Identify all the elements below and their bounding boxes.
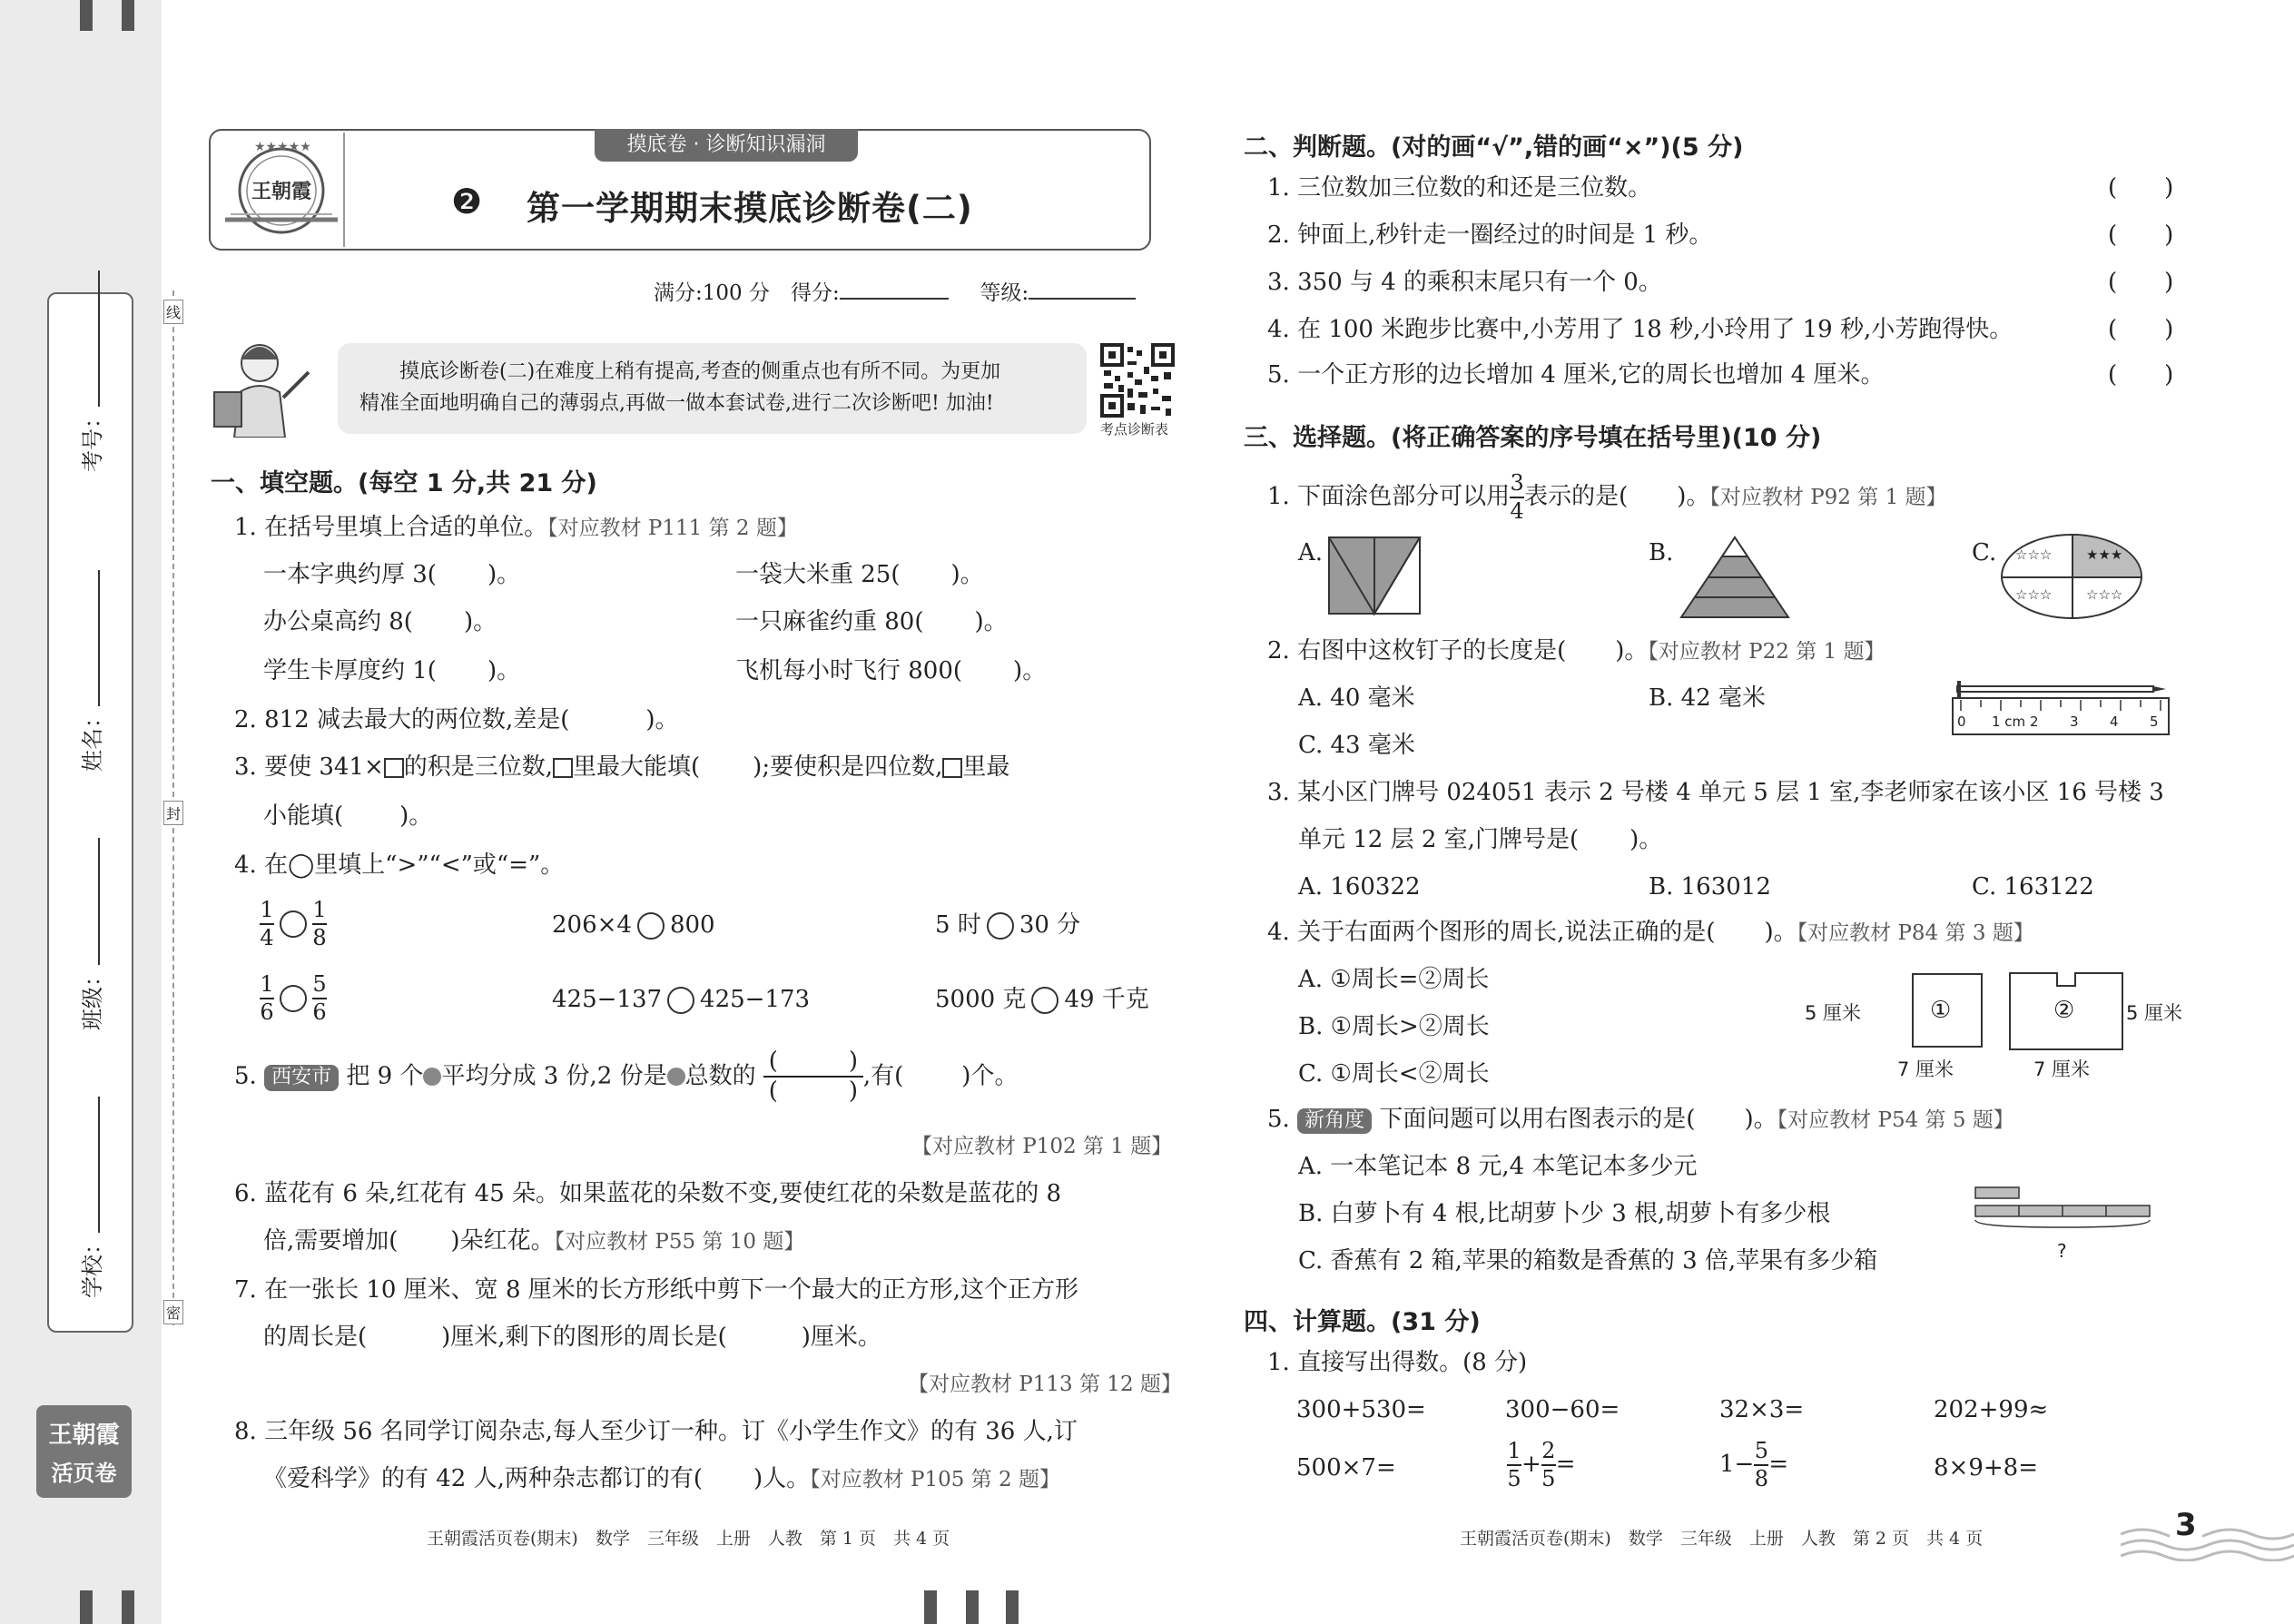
brand-logo-sub: 活页卷 (51, 1461, 117, 1486)
dot-icon (667, 1068, 685, 1086)
calc-4: 202+99≈ (1934, 1396, 2049, 1423)
crop-mark (122, 0, 134, 31)
question-text: );要使积是四位数, (753, 753, 943, 781)
fraction: $\frac{5}{8}$ (1754, 1438, 1768, 1492)
s1-q1-item-3 (263, 608, 497, 636)
shape-2-side-label: 5 厘米 (2126, 1002, 2183, 1024)
equals: = (1768, 1451, 1789, 1479)
s1-q1-item-2 (735, 561, 984, 589)
question-text: )个。 (961, 1062, 1019, 1090)
s1-q1-item-1 (263, 561, 520, 589)
star-row-filled: ★★★ (2086, 546, 2123, 563)
crop-mark (1006, 1590, 1019, 1624)
school-label: 学校： (80, 1233, 105, 1298)
question-text: 表示的是( (1524, 483, 1629, 511)
s3-q5-option-a[interactable]: A. 一本笔记本 8 元,4 本笔记本多少元 (1298, 1153, 1698, 1180)
footer-left: 王朝霞活页卷(期末) 数学 三年级 上册 人教 第 1 页 共 4 页 (427, 1529, 950, 1549)
s1-q6-line-1: 6. 蓝花有 6 朵,红花有 45 朵。如果蓝花的朵数不变,要使红花的朵数是蓝花的 8 (234, 1180, 1062, 1207)
question-number: 5. (1267, 1106, 1290, 1133)
page-number: 3 (2170, 1507, 2202, 1543)
question-text: )。 (1744, 1106, 1777, 1133)
star-row: ☆☆☆ (2086, 586, 2123, 603)
s1-q4-compare-4 (260, 973, 327, 1024)
region-badge: 西安市 (264, 1065, 339, 1090)
binding-mark-close: 密 (163, 1300, 183, 1324)
ruler-ticks-icon (1954, 700, 2168, 713)
shaded-rectangle-figure (1327, 536, 1422, 615)
s2-item-4: 4. 在 100 米跑步比赛中,小芳用了 18 秒,小玲用了 19 秒,小芳跑得快。 (1267, 316, 2013, 343)
section-1-title: 一、填空题。(每空 1 分,共 21 分) (211, 469, 597, 497)
star-row: ☆☆☆ (2015, 546, 2053, 563)
s1-q7-line-2 (263, 1324, 881, 1352)
class-label: 班级： (80, 965, 105, 1030)
expr: 206×4 (552, 911, 632, 939)
s3-q5-ref: 【对应教材 P54 第 5 题】 (1777, 1108, 2014, 1132)
s1-q4-compare-2 (552, 911, 715, 940)
calc-7 (1719, 1440, 1788, 1491)
s1-q3-line-2 (263, 802, 432, 831)
s1-q7-ref: 【对应教材 P113 第 12 题】 (908, 1373, 1182, 1396)
s3-q1-option-b-label[interactable]: B. (1649, 539, 1674, 566)
question-text: 里最 (962, 753, 1010, 781)
question-text: 下面问题可以用右图表示的是( (1379, 1106, 1696, 1133)
s3-q1-option-c-label[interactable]: C. (1972, 539, 1997, 566)
emblem-text: 王朝霞 (251, 181, 311, 203)
question-text: 里最大能填( (573, 753, 701, 781)
intro-line-1: 摸底诊断卷(二)在难度上稍有提高,考查的侧重点也有所不同。为更加 (399, 360, 1001, 383)
page-title: 第一学期期末摸底诊断卷(二) (527, 189, 973, 228)
name-field[interactable] (74, 570, 106, 772)
s1-q8-line-1: 8. 三年级 56 名同学订阅杂志,每人至少订一种。订《小学生作文》的有 36 人,订 (234, 1418, 1078, 1445)
s2-item-1: 1. 三位数加三位数的和还是三位数。 (1267, 174, 1652, 202)
s3-q2-option-c[interactable]: C. 43 毫米 (1298, 732, 1415, 759)
s3-q4-option-c[interactable]: C. ①周长<②周长 (1298, 1060, 1490, 1088)
question-text: )朵红花。 (450, 1227, 555, 1255)
calc-3: 32×3= (1719, 1396, 1805, 1423)
fraction: $\frac{1}{6}$ (260, 971, 274, 1026)
shape-1-side-label: 5 厘米 (1805, 1002, 1862, 1024)
shape-2-bottom-label: 7 厘米 (2033, 1058, 2091, 1080)
question-text: 的积是三位数, (403, 753, 554, 781)
question-text: )。 (1764, 919, 1797, 946)
s3-q2-option-a[interactable]: A. 40 毫米 (1298, 684, 1415, 712)
shape-1-number: ① (1930, 997, 1952, 1024)
s3-q3-line-1: 3. 某小区门牌号 024051 表示 2 号楼 4 单元 5 层 1 室,李老师家在该小区 16 号楼 3 (1267, 779, 2164, 806)
item-text: 一本字典约厚 3( (263, 561, 437, 588)
s3-q4-option-b[interactable]: B. ①周长>②周长 (1298, 1013, 1490, 1040)
s1-q1-item-4 (735, 608, 1008, 636)
score-blank[interactable] (840, 298, 949, 300)
compare-circle[interactable] (1031, 987, 1058, 1014)
question-text: 3. 要使 341× (234, 753, 384, 781)
paper-number: ❷ (451, 182, 483, 221)
fraction: $\frac{2}{5}$ (1541, 1438, 1556, 1492)
s1-q4-compare-3 (935, 911, 1080, 940)
expr: 49 千克 (1064, 986, 1149, 1013)
s1-q1-stem: 1. 在括号里填上合适的单位。 (234, 514, 548, 541)
s1-q3-line-1 (234, 753, 1009, 782)
s1-q4-compare-6 (935, 986, 1149, 1014)
item-text: 一袋大米重 25( (735, 561, 901, 588)
question-text: )。 (1615, 637, 1649, 664)
new-angle-badge: 新角度 (1297, 1108, 1372, 1134)
s2-paren-1[interactable]: ( ) (2108, 174, 2174, 202)
s3-q3-option-c[interactable]: C. 163122 (1972, 873, 2094, 901)
name-label: 姓名： (80, 706, 105, 772)
question-text: )人。 (753, 1465, 811, 1492)
calc-1: 300+530= (1296, 1396, 1426, 1423)
square-box-icon (384, 758, 404, 778)
crop-mark (80, 1590, 93, 1624)
square-box-icon (553, 758, 573, 778)
s1-q5-ref: 【对应教材 P102 第 1 题】 (911, 1135, 1173, 1158)
equals: = (1555, 1451, 1576, 1479)
compare-circle[interactable] (280, 910, 307, 938)
question-text: 小能填( (263, 802, 344, 830)
s1-q8-line-2 (263, 1465, 1060, 1493)
s1-q6-line-2 (263, 1227, 804, 1255)
crop-mark (122, 1590, 134, 1624)
s2-paren-2[interactable]: ( ) (2108, 221, 2174, 249)
intro-line-2: 精准全面地明确自己的薄弱点,再做一做本套试卷,进行二次诊断吧! 加油! (359, 392, 994, 416)
fraction: $\frac{1}{4}$ (260, 897, 274, 951)
s1-q1-ref: 【对应教材 P111 第 2 题】 (547, 517, 798, 540)
binding-mark-seal: 封 (163, 801, 183, 825)
expr: 425−137 (552, 986, 663, 1013)
exam-number-label: 考号： (80, 407, 105, 472)
star-row: ☆☆☆ (2015, 586, 2053, 603)
calc-2: 300−60= (1505, 1396, 1620, 1423)
fraction-blank[interactable]: $\frac{( )}{( )}$ (763, 1049, 863, 1105)
item-text: )。 (487, 561, 521, 588)
grade-blank[interactable] (1029, 298, 1136, 300)
binding-mark-line: 线 (163, 300, 183, 324)
question-text: )。 (1677, 483, 1710, 511)
expr: 5000 克 (935, 986, 1027, 1013)
brand-emblem (218, 136, 345, 243)
s3-q5 (1267, 1106, 2014, 1134)
ruler-label: 4 (2110, 714, 2119, 730)
intro-bubble (338, 343, 1087, 434)
s1-q7-line-1: 7. 在一张长 10 厘米、宽 8 厘米的长方形纸中剪下一个最大的正方形,这个正方形 (234, 1276, 1079, 1304)
s3-q1 (1267, 472, 1947, 523)
crop-mark (924, 1590, 937, 1624)
s3-q4 (1267, 919, 2034, 947)
question-text: )。 (1629, 826, 1663, 853)
question-text: 4. 关于右面两个图形的周长,说法正确的是( (1267, 919, 1716, 946)
section-4-title: 四、计算题。(31 分) (1244, 1308, 1481, 1336)
operator: + (1521, 1451, 1541, 1479)
s3-q2-option-b[interactable]: B. 42 毫米 (1649, 684, 1766, 712)
ruler-label: 1 cm 2 (1992, 714, 2039, 730)
ruler-label: 5 (2150, 714, 2159, 730)
question-text: 平均分成 3 份,2 份是 (441, 1062, 667, 1090)
s3-q5-option-b[interactable]: B. 白萝卜有 4 根,比胡萝卜少 3 根,胡萝卜有多少根 (1298, 1200, 1831, 1227)
item-text: )。 (1013, 657, 1047, 684)
teacher-avatar (207, 338, 318, 438)
s3-q3-option-b[interactable]: B. 163012 (1649, 873, 1771, 901)
calc-5: 500×7= (1296, 1454, 1396, 1481)
compare-circle[interactable] (987, 912, 1014, 940)
item-text: )。 (974, 608, 1008, 635)
s3-q2-ref: 【对应教材 P22 第 1 题】 (1648, 640, 1885, 664)
nail-ruler-figure (1952, 677, 2170, 737)
compare-circle[interactable] (280, 985, 307, 1012)
item-text: 学生卡厚度约 1( (263, 657, 437, 684)
s1-q4-compare-5 (552, 986, 810, 1014)
s3-q4-ref: 【对应教材 P84 第 3 题】 (1797, 921, 2034, 945)
exam-number-field[interactable] (74, 271, 106, 472)
question-text: 单元 12 层 2 室,门牌号是( (1298, 826, 1580, 853)
s1-q1 (234, 514, 798, 542)
s2-item-2: 2. 钟面上,秒针走一圈经过的时间是 1 秒。 (1267, 221, 1713, 249)
teacher-icon (207, 338, 318, 438)
s2-paren-3[interactable]: ( ) (2108, 269, 2174, 296)
crop-mark (966, 1590, 979, 1624)
s1-q8-ref: 【对应教材 P105 第 2 题】 (810, 1468, 1060, 1491)
question-text: 倍,需要增加( (263, 1227, 399, 1255)
shape-1-bottom-label: 7 厘米 (1897, 1058, 1954, 1080)
diagram-question-mark: ? (2057, 1240, 2067, 1262)
score-line (654, 281, 1136, 307)
s3-q3-option-a[interactable]: A. 160322 (1298, 873, 1421, 901)
class-field[interactable] (74, 838, 106, 1030)
item-text: )。 (950, 561, 984, 588)
s3-q3-line-2 (1298, 826, 1662, 854)
question-number: 5. (234, 1062, 257, 1090)
fraction: $\frac{3}{4}$ (1510, 470, 1524, 525)
item-text: 办公桌高约 8( (263, 608, 413, 635)
question-text: 总数的 (684, 1062, 756, 1090)
item-text: 一只麻雀约重 80( (735, 608, 924, 635)
s2-paren-4[interactable]: ( ) (2108, 316, 2174, 343)
s1-q5 (234, 1049, 1018, 1105)
brand-logo-badge (36, 1405, 132, 1498)
item-text: )。 (463, 608, 497, 635)
compare-circle[interactable] (637, 912, 665, 940)
item-text: )。 (487, 657, 521, 684)
s1-q1-item-6 (735, 657, 1046, 685)
wave-decoration (2121, 1507, 2294, 1561)
question-text: )。 (645, 706, 679, 733)
shaded-triangle-figure (1678, 536, 1792, 621)
question-text: 的周长是( (263, 1324, 368, 1351)
banner: 摸底卷 · 诊断知识漏洞 (595, 129, 858, 162)
footer-right: 王朝霞活页卷(期末) 数学 三年级 上册 人教 第 2 页 共 4 页 (1460, 1529, 1984, 1549)
s2-item-3: 3. 350 与 4 的乘积末尾只有一个 0。 (1267, 269, 1662, 296)
ruler-label: 0 (1957, 714, 1966, 730)
s3-q2 (1267, 637, 1885, 665)
brand-logo-name: 王朝霞 (48, 1422, 120, 1449)
fraction: $\frac{5}{6}$ (312, 971, 327, 1026)
question-text: ,有( (862, 1062, 904, 1090)
svg-text:★★★★★: ★★★★★ (254, 140, 311, 154)
vertical-divider (343, 133, 345, 247)
score-label: 满分:100 分 得分: (654, 281, 840, 305)
operator: 1− (1719, 1451, 1755, 1479)
section-3-title: 三、选择题。(将正确答案的序号填在括号里)(10 分) (1244, 424, 1822, 452)
fraction: $\frac{1}{8}$ (312, 897, 327, 951)
qr-caption: 考点诊断表 (1100, 421, 1169, 438)
question-text: 1. 下面涂色部分可以用 (1267, 483, 1511, 511)
compare-circle[interactable] (667, 987, 694, 1014)
s4-q1-stem: 1. 直接写出得数。(8 分) (1267, 1349, 1528, 1376)
s1-q6-ref: 【对应教材 P55 第 10 题】 (554, 1230, 805, 1254)
s1-q2 (234, 706, 679, 734)
s1-q4-compare-1 (260, 899, 327, 950)
s3-q1-option-a-label[interactable]: A. (1298, 539, 1324, 566)
shape-2-number: ② (2053, 997, 2075, 1024)
s3-q4-option-a[interactable]: A. ①周长=②周长 (1298, 966, 1490, 993)
question-text: )。 (399, 802, 433, 830)
ruler-label: 3 (2070, 714, 2079, 730)
question-text: 2. 812 减去最大的两位数,差是( (234, 706, 570, 733)
s3-q5-option-c[interactable]: C. 香蕉有 2 箱,苹果的箱数是香蕉的 3 倍,苹果有多少箱 (1298, 1247, 1878, 1275)
s1-q1-item-5 (263, 657, 520, 685)
segment-bar-diagram (1974, 1186, 2155, 1236)
qr-code-icon (1100, 343, 1175, 418)
calc-8: 8×9+8= (1934, 1454, 2038, 1481)
expr: 425−173 (700, 986, 811, 1013)
school-field[interactable] (74, 1097, 106, 1298)
grade-label: 等级: (980, 281, 1029, 305)
s1-q4-stem: 4. 在◯里填上“>”“<”或“=”。 (234, 851, 565, 879)
question-text: 把 9 个 (346, 1062, 424, 1090)
item-text: 飞机每小时飞行 800( (735, 657, 963, 684)
square-box-icon (942, 758, 962, 778)
qr-code[interactable] (1100, 343, 1175, 418)
expr: 30 分 (1019, 911, 1081, 939)
section-2-title: 二、判断题。(对的画“√”,错的画“×”)(5 分) (1244, 133, 1744, 162)
calc-6 (1507, 1440, 1576, 1491)
expr: 5 时 (935, 911, 981, 939)
s2-item-5: 5. 一个正方形的边长增加 4 厘米,它的周长也增加 4 厘米。 (1267, 361, 1885, 389)
crop-mark (80, 0, 93, 31)
s3-q1-ref: 【对应教材 P92 第 1 题】 (1709, 486, 1947, 510)
question-text: )厘米。 (801, 1324, 881, 1351)
question-text: 2. 右图中这枚钉子的长度是( (1267, 637, 1567, 664)
question-text: )厘米,剩下的图形的周长是( (441, 1324, 727, 1351)
expr: 800 (669, 911, 715, 939)
s2-paren-5[interactable]: ( ) (2108, 361, 2174, 389)
star-ellipse-figure (2001, 534, 2142, 619)
fraction: $\frac{1}{5}$ (1507, 1438, 1521, 1492)
ruler (1952, 697, 2170, 735)
question-text: 《爱科学》的有 42 人,两种杂志都订的有( (263, 1465, 704, 1492)
dot-icon (423, 1068, 441, 1086)
